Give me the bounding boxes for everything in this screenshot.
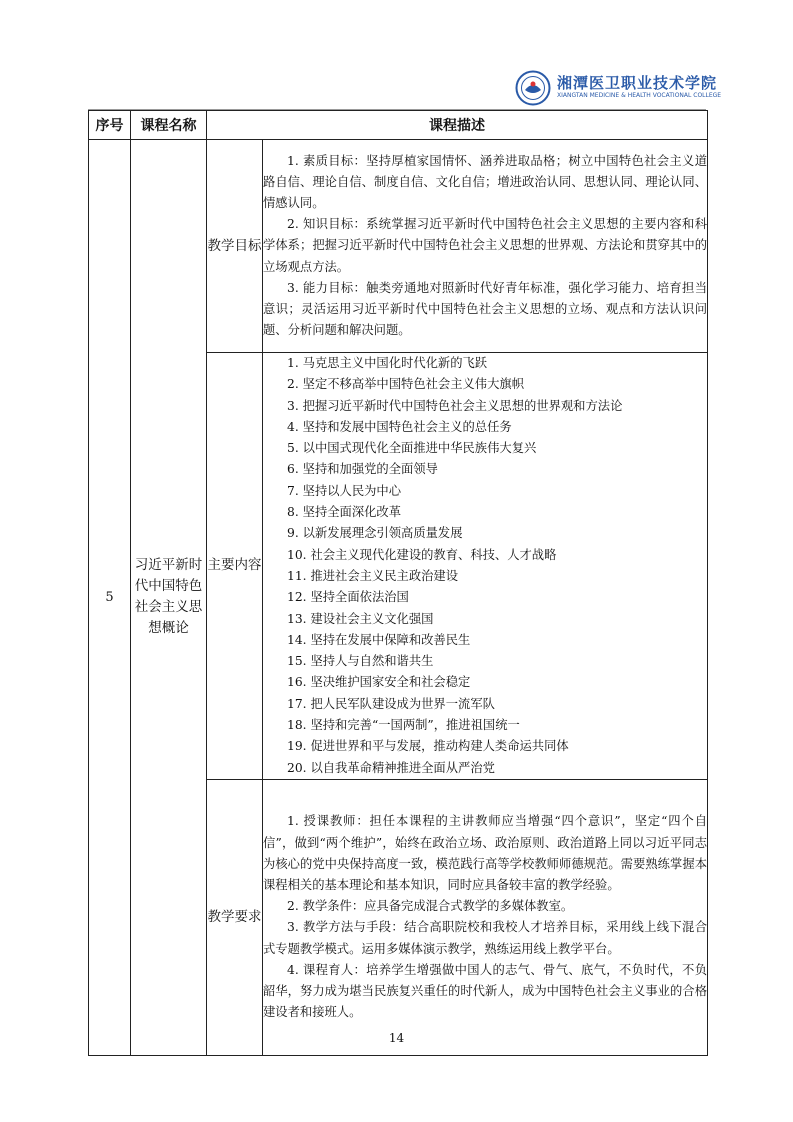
content-list-item: 18. 坚持和完善“一国两制”，推进祖国统一 — [287, 718, 520, 733]
content-list-item: 6. 坚持和加强党的全面领导 — [287, 462, 438, 477]
requirement-paragraph: 4. 课程育人：培养学生增强做中国人的志气、骨气、底气，不负时代，不负韶华，努力成为堪当民族复兴重任的时代新人，成为中国特色社会主义事业的合格建设者和接班人。 — [263, 962, 707, 1020]
content-list-item: 11. 推进社会主义民主政治建设 — [287, 568, 459, 583]
content-list-item: 13. 建设社会主义文化强国 — [287, 611, 434, 626]
course-table — [88, 110, 708, 1056]
section-goals-content — [263, 140, 708, 353]
college-seal-icon — [515, 70, 551, 106]
course-number: 5 — [89, 140, 131, 1056]
goal-paragraph: 2. 知识目标：系统掌握习近平新时代中国特色社会主义思想的主要内容和科学体系；把握习近平新时代中国特色社会主义思想的世界观、方法论和贯穿其中的立场观点方法。 — [263, 217, 707, 274]
content-list-item: 7. 坚持以人民为中心 — [287, 483, 402, 498]
requirement-paragraph: 3. 教学方法与手段：结合高职院校和我校人才培养目标，采用线上线下混合式专题教学模式。运用多媒体演示教学，熟练运用线上教学平台。 — [263, 920, 707, 956]
content-list-item: 15. 坚持人与自然和谐共生 — [287, 654, 434, 669]
content-list-item: 9. 以新发展理念引领高质量发展 — [287, 526, 463, 541]
content-list-item: 4. 坚持和发展中国特色社会主义的总任务 — [287, 419, 512, 434]
section-label-requirements: 教学要求 — [207, 779, 263, 1055]
goal-paragraph: 1. 素质目标：坚持厚植家国情怀、涵养进取品格；树立中国特色社会主义道路自信、理论自信、制度自信、文化自信；增进政治认同、思想认同、理论认同、情感认同。 — [263, 153, 707, 210]
content-list-item: 14. 坚持在发展中保障和改善民生 — [287, 632, 471, 647]
content-list-item: 1. 马克思主义中国化时代化新的飞跃 — [287, 356, 488, 370]
requirement-paragraph: 1. 授课教师：担任本课程的主讲教师应当增强“四个意识”，坚定“四个自信”，做到“两个维护”，始终在政治立场、政治原则、政治道路上同以习近平同志为核心的党中央保持高度一致，模范践行高等学校教师师德规范。需要熟练掌握本课程相关的基本理论和基本知识，同时应具备较丰富的教学经验。 — [263, 814, 707, 893]
content-list-item: 16. 坚决维护国家安全和社会稳定 — [287, 675, 471, 690]
table-row — [89, 140, 708, 353]
content-list-item: 12. 坚持全面依法治国 — [287, 590, 409, 605]
col-header-course-name: 课程名称 — [131, 111, 207, 140]
content-list-item: 17. 把人民军队建设成为世界一流军队 — [287, 696, 495, 711]
college-logo — [515, 70, 722, 108]
section-content-list — [263, 353, 708, 780]
content-list-item: 3. 把握习近平新时代中国特色社会主义思想的世界观和方法论 — [287, 398, 623, 413]
logo-name: 湘潭医卫职业技术学院 — [557, 74, 718, 92]
content-list-item: 8. 坚持全面深化改革 — [287, 505, 402, 520]
col-header-no: 序号 — [89, 111, 131, 140]
content-list-item: 5. 以中国式现代化全面推进中华民族伟大复兴 — [287, 441, 537, 456]
goal-paragraph: 3. 能力目标：触类旁通地对照新时代好青年标准，强化学习能力、培育担当意识；灵活运用习近平新时代中国特色社会主义思想的立场、观点和方法认识问题、分析问题和解决问题。 — [263, 280, 707, 338]
section-label-content: 主要内容 — [207, 353, 263, 780]
content-list-item: 19. 促进世界和平与发展，推动构建人类命运共同体 — [287, 739, 569, 754]
table-header-row — [89, 111, 708, 140]
content-list-item: 2. 坚定不移高举中国特色社会主义伟大旗帜 — [287, 377, 524, 392]
content-list-item: 10. 社会主义现代化建设的教育、科技、人才战略 — [287, 547, 557, 562]
content-list-item: 20. 以自我革命精神推进全面从严治党 — [287, 760, 495, 775]
section-requirements-content — [263, 779, 708, 1055]
course-name: 习近平新时代中国特色社会主义思想概论 — [131, 140, 207, 1056]
col-header-description: 课程描述 — [207, 111, 708, 140]
logo-english-name: XIANGTAN MEDICINE & HEALTH VOCATIONAL COLLEGE — [557, 92, 722, 99]
requirement-paragraph: 2. 教学条件：应具备完成混合式教学的多媒体教室。 — [287, 899, 574, 914]
section-label-goals: 教学目标 — [207, 140, 263, 353]
page-number: 14 — [388, 1031, 405, 1045]
